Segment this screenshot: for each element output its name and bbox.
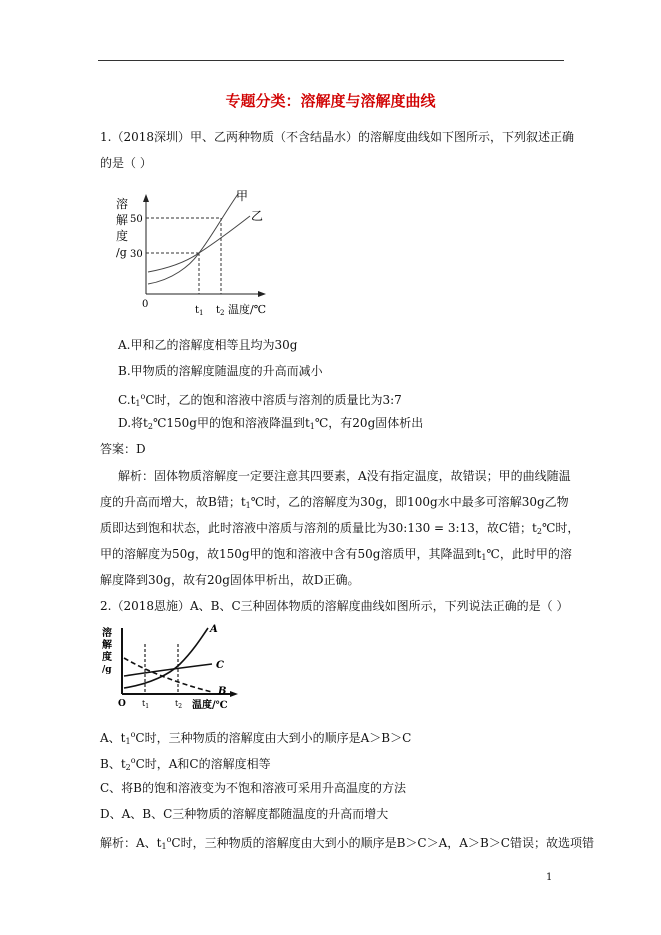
q2-option-a: A、$t_1^oC$时，三种物质的溶解度由大到小的顺序是A＞B＞C: [100, 730, 412, 746]
chart1-origin: 0: [142, 299, 149, 310]
chart1-tick-50: 50: [130, 214, 143, 225]
chart2-ylabel-1: 溶: [102, 628, 112, 639]
chart2-tick-t1: $t_1$: [142, 699, 150, 710]
q1-stem-line2: 的是（ ）: [100, 156, 152, 170]
header-rule: [98, 60, 564, 61]
curve-b: [124, 658, 212, 692]
curve-c: [124, 664, 212, 676]
page-title: 专题分类：溶解度与溶解度曲线: [225, 92, 436, 110]
q1-option-d: D.将$t_2℃150g$甲的饱和溶液降温到$t_1℃$，有20g固体析出: [118, 416, 424, 431]
q1-explanation-line5: 解度降到30g，故有20g固体甲析出，故D正确。: [100, 573, 360, 587]
q1-explanation-line2: 度的升高而增大，故B错；$t_1℃$时，乙的溶解度为30g，即100g水中最多可溶解30g乙物: [100, 495, 569, 510]
chart1-ylabel-1: 溶: [116, 197, 129, 211]
chart2-series-b: B: [218, 686, 227, 697]
q1-explanation-line4: 甲的溶解度为50g，故150g甲的饱和溶液中含有50g溶质甲，其降温到$t_1℃$，此时甲的溶: [100, 547, 572, 562]
chart1-series-jia: 甲: [236, 189, 249, 203]
chart1-tick-30: 30: [130, 249, 143, 260]
q1-option-a: A.甲和乙的溶解度相等且均为30g: [118, 338, 298, 352]
chart1-tick-t2: $t_2$: [216, 305, 225, 317]
chart2-tick-t2: $t_2$: [175, 699, 183, 710]
q2-explanation-line1: 解析：A、$t_1^oC$时，三种物质的溶解度由大到小的顺序是B＞C＞A，A＞B＞C错误；故选项错: [100, 835, 594, 851]
chart1-xlabel: 温度/℃: [228, 303, 267, 316]
chart2-origin: O: [118, 699, 126, 709]
page-number: 1: [546, 872, 553, 883]
chart1-ylabel-2: 解: [116, 213, 129, 227]
chart2-ylabel-2: 解: [102, 640, 112, 651]
chart1-tick-t1: $t_1$: [195, 305, 204, 317]
q2-option-d: D、A、B、C三种物质的溶解度都随温度的升高而增大: [100, 807, 389, 821]
curve-a: [124, 628, 208, 688]
chart2-ylabel-4: /g: [102, 665, 112, 675]
q1-explanation-line3: 质即达到饱和状态，此时溶液中溶质与溶剂的质量比为30:130 = 3:13，故C错；$t_2℃$时，: [100, 521, 580, 536]
chart1-series-yi: 乙: [251, 209, 264, 223]
chart2-xlabel: 温度/℃: [192, 700, 228, 711]
solubility-chart-1: [112, 186, 272, 322]
q2-stem-line1: 2.（2018恩施）A、B、C三种固体物质的溶解度曲线如图所示，下列说法正确的是（ ）: [100, 599, 569, 613]
chart2-series-a: A: [210, 624, 218, 635]
chart2-series-c: C: [216, 660, 224, 671]
q1-stem-line1: 1.（2018深圳）甲、乙两种物质（不含结晶水）的溶解度曲线如下图所示，下列叙述正确: [100, 130, 574, 144]
curve-jia: [148, 194, 238, 284]
q1-option-b: B.甲物质的溶解度随温度的升高而减小: [118, 364, 323, 378]
chart1-ylabel-3: 度: [116, 229, 129, 243]
chart2-ylabel-3: 度: [102, 652, 112, 663]
q2-option-c: C、将B的饱和溶液变为不饱和溶液可采用升高温度的方法: [100, 781, 407, 795]
q2-option-b: B、$t_2^oC$时，A和C的溶解度相等: [100, 756, 271, 772]
q1-answer: 答案：D: [100, 442, 146, 456]
chart1-ylabel-4: /g: [116, 246, 127, 259]
q1-explanation-line1: 解析：固体物质溶解度一定要注意其四要素，A没有指定温度，故错误；甲的曲线随温: [118, 469, 571, 483]
solubility-chart-2: [100, 622, 242, 712]
q1-option-c: $C.t_1^oC$时，乙的饱和溶液中溶质与溶剂的质量比为3:7: [118, 392, 402, 408]
